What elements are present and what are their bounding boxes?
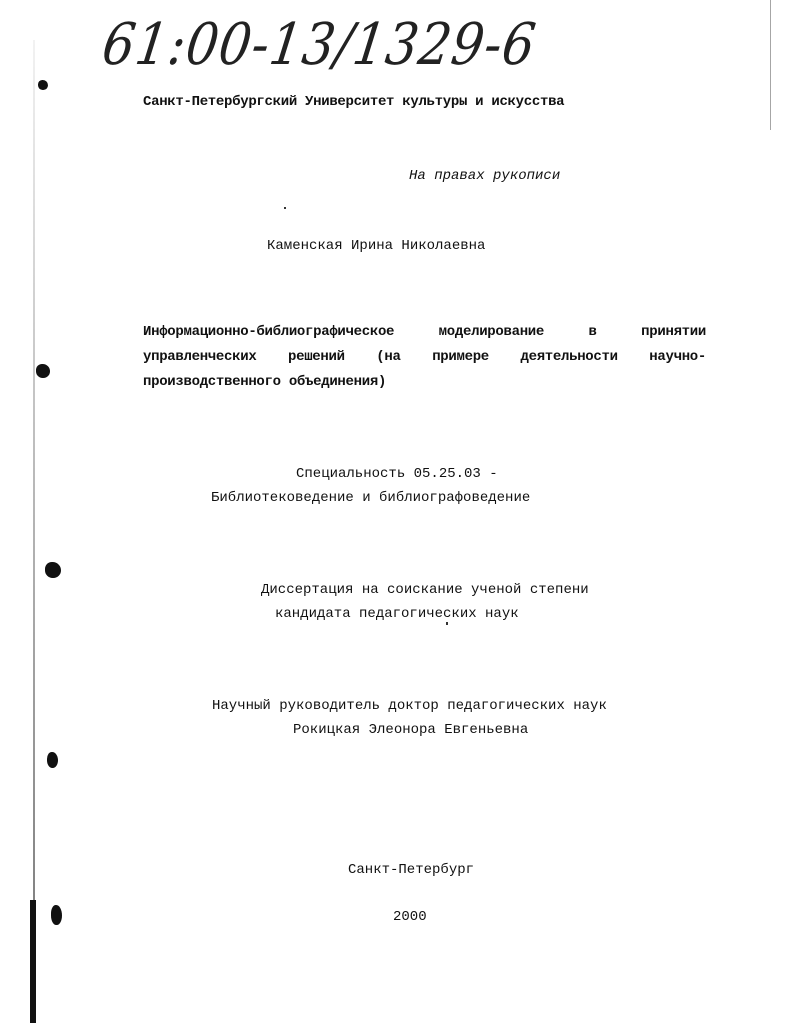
author-name: Каменская Ирина Николаевна — [267, 238, 486, 254]
title-line: Информационно-библиографическое моделирование в принятии — [143, 324, 706, 340]
binding-hole-mark — [47, 752, 58, 768]
dissertation-title — [143, 320, 706, 395]
scan-right-edge — [770, 0, 771, 130]
binding-hole-mark — [38, 80, 48, 90]
title-line: производственного объединения) — [143, 374, 387, 390]
supervisor-title: Научный руководитель доктор педагогических наук — [212, 698, 607, 714]
university-name: Санкт-Петербургский Университет культуры и искусства — [143, 94, 565, 110]
degree-name: кандидата педагогических наук — [275, 606, 519, 622]
city: Санкт-Петербург — [348, 862, 475, 878]
specialty-code: Специальность 05.25.03 - — [296, 466, 498, 482]
degree-statement: Диссертация на соискание ученой степени — [261, 582, 589, 598]
binding-hole-mark — [45, 562, 61, 578]
supervisor-name: Рокицкая Элеонора Евгеньевна — [293, 722, 529, 738]
scan-left-edge — [33, 40, 35, 1023]
year: 2000 — [393, 909, 427, 925]
scan-speck — [284, 207, 286, 209]
specialty-name: Библиотековедение и библиографоведение — [211, 490, 531, 506]
binding-hole-mark — [51, 905, 62, 925]
title-line: управленческих решений (на примере деятельности научно- — [143, 349, 706, 365]
scan-speck — [446, 622, 448, 625]
handwritten-archive-code: 61:00-13/1329-6 — [98, 11, 541, 78]
manuscript-rights-note: На правах рукописи — [409, 168, 561, 184]
binding-hole-mark — [36, 364, 50, 378]
scan-bottom-shadow — [30, 900, 36, 1023]
